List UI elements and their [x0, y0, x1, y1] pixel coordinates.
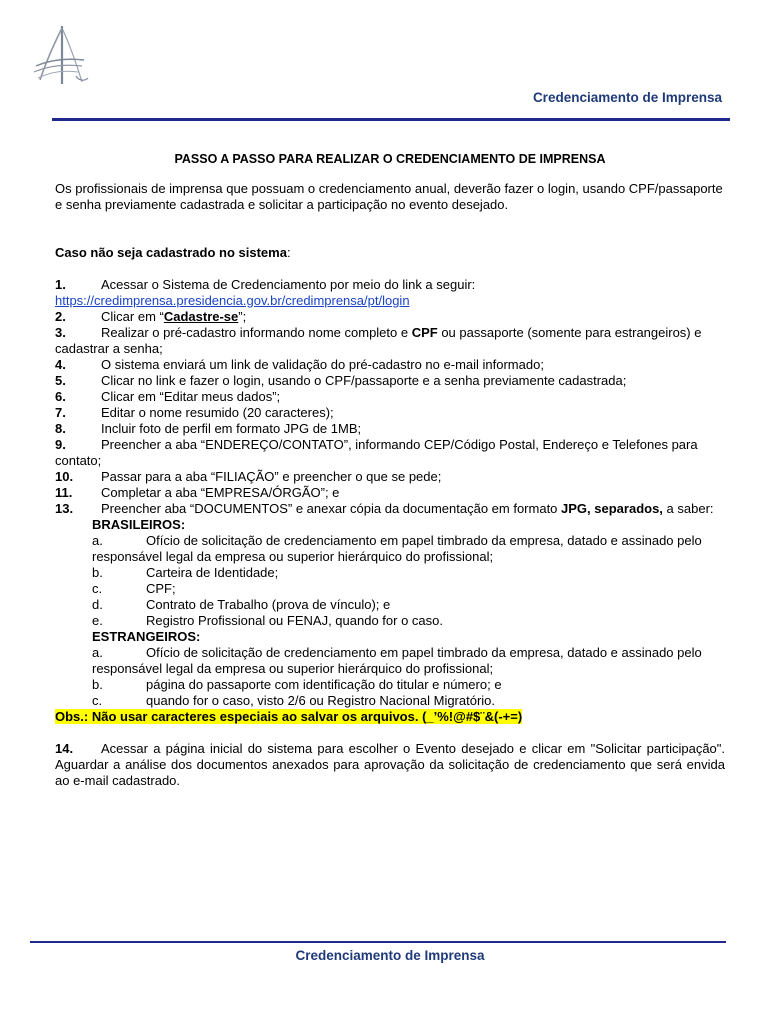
step-item: 3. Realizar o pré-cadastro informando nome completo e CPF ou passaporte (somente para estrangeiros) e cadastrar a senha; — [55, 325, 702, 356]
brasileiros-heading: BRASILEIROS: — [92, 517, 186, 532]
step-item: 8. Incluir foto de perfil em formato JPG de 1MB; — [55, 421, 362, 436]
step-item: 4. O sistema enviará um link de validação do pré-cadastro no e-mail informado; — [55, 357, 544, 372]
list-item: c. quando for o caso, visto 2/6 ou Registro Nacional Migratório. — [92, 693, 496, 708]
step-item: 13. Preencher aba “DOCUMENTOS” e anexar cópia da documentação em formato JPG, separados, a saber: — [55, 501, 714, 516]
list-item: e. Registro Profissional ou FENAJ, quando for o caso. — [92, 613, 443, 628]
step-item: 2. Clicar em “Cadastre-se”; — [55, 309, 247, 324]
credenciamento-link[interactable]: https://credimprensa.presidencia.gov.br/credimprensa/pt/login — [55, 293, 410, 308]
list-item: c. CPF; — [92, 581, 176, 596]
footer-title: Credenciamento de Imprensa — [295, 948, 485, 963]
list-item: a. Ofício de solicitação de credenciamento em papel timbrado da empresa, datado e assinado pelo responsável legal da empresa ou superior hierárquico do profissional; — [92, 645, 702, 676]
estrangeiros-heading: ESTRANGEIROS: — [92, 629, 201, 644]
header-title: Credenciamento de Imprensa — [532, 90, 722, 105]
list-item: b. página do passaporte com identificação do titular e número; e — [92, 677, 502, 692]
step-item: 10. Passar para a aba “FILIAÇÃO” e preencher o que se pede; — [55, 469, 442, 484]
intro-paragraph: Os profissionais de imprensa que possuam o credenciamento anual, deverão fazer o login, usando CPF/passaporte e senha previamente cadastrada e solicitar a participação no evento desejado. — [55, 181, 723, 212]
obs-warning: Obs.: Não usar caracteres especiais ao salvar os arquivos. (_’%!@#$¨&(-+=) — [55, 709, 523, 724]
list-item: b. Carteira de Identidade; — [92, 565, 279, 580]
section-heading: Caso não seja cadastrado no sistema: — [55, 245, 291, 260]
step-item: 9. Preencher a aba “ENDEREÇO/CONTATO”, informando CEP/Código Postal, Endereço e Telefones para contato; — [55, 437, 698, 468]
list-item: a. Ofício de solicitação de credenciamento em papel timbrado da empresa, datado e assinado pelo responsável legal da empresa ou superior hierárquico do profissional; — [92, 533, 702, 564]
footer-divider — [30, 941, 726, 943]
step-item-14: 14. Acessar a página inicial do sistema para escolher o Evento desejado e clicar em "Solicitar participação". Aguardar a análise dos documentos anexados para aprovação da solicitação de credenciamento que será envida ao e-mail cadastrado. — [55, 741, 725, 788]
step-item: 7. Editar o nome resumido (20 caracteres); — [55, 405, 334, 420]
step-item: 11. Completar a aba “EMPRESA/ÓRGÃO”; e — [55, 485, 340, 500]
document-title: PASSO A PASSO PARA REALIZAR O CREDENCIAMENTO DE IMPRENSA — [174, 152, 606, 166]
step-item: 1. Acessar o Sistema de Credenciamento por meio do link a seguir: https://credimprensa.presidencia.gov.br/credimprensa/pt/login — [55, 277, 476, 308]
step-item: 5. Clicar no link e fazer o login, usando o CPF/passaporte e a senha previamente cadastrada; — [55, 373, 627, 388]
brasileiros-block — [55, 517, 725, 709]
document-body — [55, 151, 725, 789]
obs-line — [55, 709, 725, 725]
step-item: 6. Clicar em “Editar meus dados”; — [55, 389, 281, 404]
header-divider — [52, 118, 730, 121]
list-item: d. Contrato de Trabalho (prova de vínculo); e — [92, 597, 391, 612]
logo-icon — [32, 22, 92, 88]
